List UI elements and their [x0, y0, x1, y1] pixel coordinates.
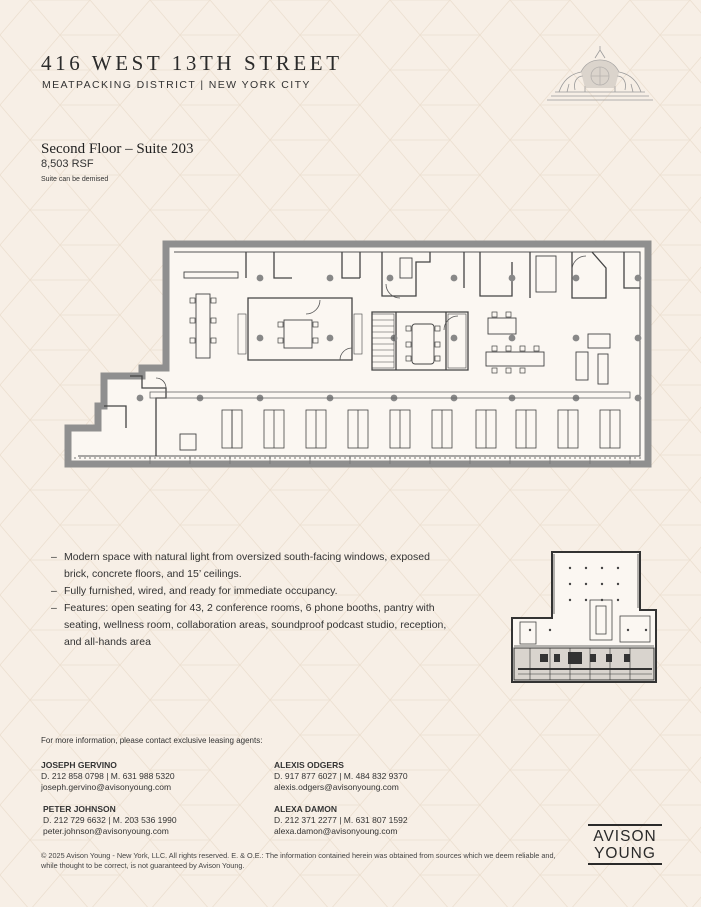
logo-line-1: AVISON: [588, 824, 662, 845]
agent-email[interactable]: peter.johnson@avisonyoung.com: [43, 826, 169, 836]
suite-title: Second Floor – Suite 203: [41, 141, 194, 157]
building-key-plan: [510, 550, 660, 684]
agent-phones: D. 917 877 6027 | M. 484 832 9370: [274, 771, 408, 781]
agent-email[interactable]: joseph.gervino@avisonyoung.com: [41, 782, 172, 792]
agent-card: [43, 804, 177, 837]
building-crest-icon: [545, 46, 655, 102]
agent-card: [274, 760, 408, 793]
agent-phones: D. 212 729 6632 | M. 203 536 1990: [43, 815, 177, 825]
agent-name: ALEXIS ODGERS: [274, 760, 344, 770]
logo-line-2: YOUNG: [588, 845, 662, 865]
agent-email[interactable]: alexis.odgers@avisonyoung.com: [274, 782, 399, 792]
agent-phones: D. 212 371 2277 | M. 631 807 1592: [274, 815, 408, 825]
location-subtitle: MEATPACKING DISTRICT | NEW YORK CITY: [42, 79, 311, 91]
agent-card: [41, 760, 175, 793]
agent-email[interactable]: alexa.damon@avisonyoung.com: [274, 826, 398, 836]
building-title: 416 WEST 13TH STREET: [41, 51, 343, 75]
features-list: [48, 549, 448, 651]
contact-intro: For more information, please contact exclusive leasing agents:: [41, 736, 263, 745]
floor-plan: [60, 238, 652, 470]
feature-item: – Modern space with natural light from oversized south-facing windows, exposed brick, concrete floors, and 15’ ceilings.: [48, 549, 448, 583]
suite-rsf: 8,503 RSF: [41, 158, 94, 170]
agent-name: JOSEPH GERVINO: [41, 760, 117, 770]
feature-item: – Features: open seating for 43, 2 conference rooms, 6 phone booths, pantry with seating, wellness room, collaboration areas, soundproof podcast studio, reception, and all-hands area: [48, 600, 448, 651]
feature-item: – Fully furnished, wired, and ready for immediate occupancy.: [48, 583, 448, 600]
agent-name: PETER JOHNSON: [43, 804, 116, 814]
suite-note: Suite can be demised: [41, 176, 109, 183]
avison-young-logo: [588, 824, 662, 866]
agent-card: [274, 804, 408, 837]
copyright-notice: © 2025 Avison Young - New York, LLC. All rights reserved. E. & O.E.: The information contained herein was obtained from sources which we deem reliable and, while thought to be correct, is not guaranteed by Avison Young.: [41, 851, 556, 870]
agent-phones: D. 212 858 0798 | M. 631 988 5320: [41, 771, 175, 781]
agent-name: ALEXA DAMON: [274, 804, 337, 814]
